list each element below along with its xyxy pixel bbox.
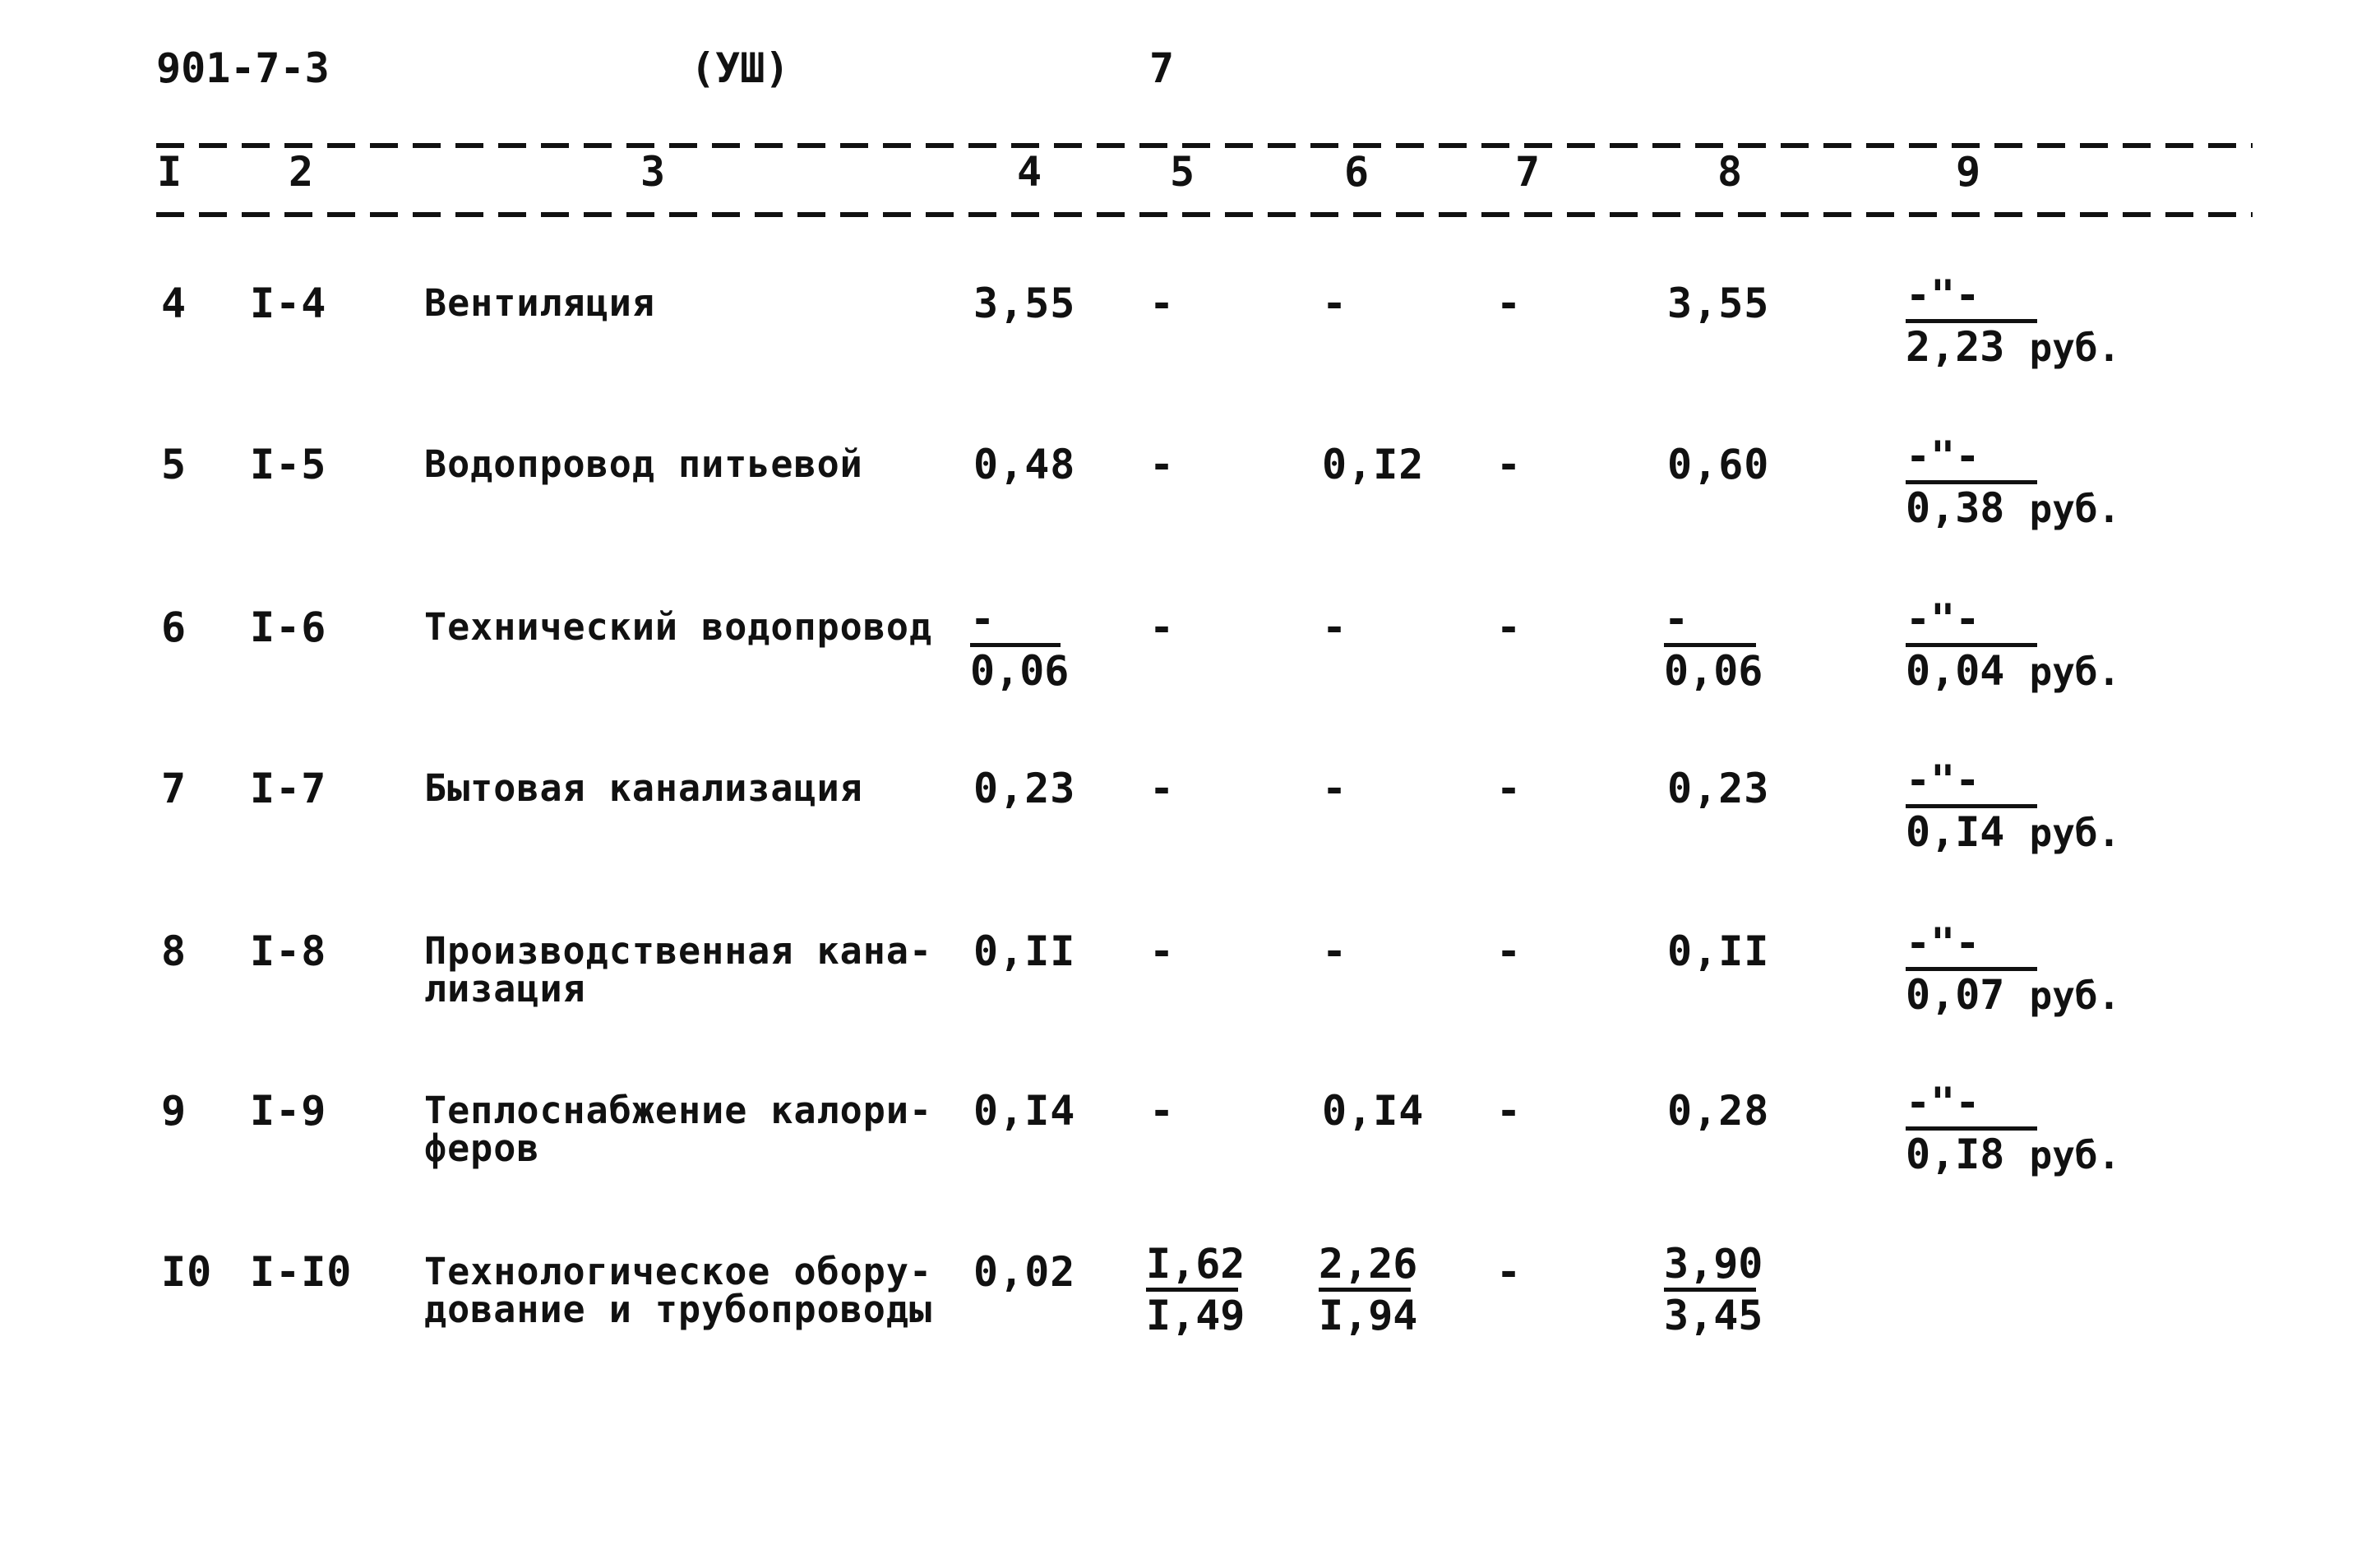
row-number: 5 (161, 441, 187, 488)
cost-value: 0,38 (1906, 484, 2005, 532)
row-name (424, 281, 655, 325)
fraction-denominator: I,49 (1146, 1292, 1245, 1339)
fraction-c4 (970, 595, 1070, 695)
fraction-denominator: 3,45 (1664, 1292, 1763, 1339)
cell-c8: 3,55 (1667, 280, 1770, 327)
row-code: I-7 (250, 765, 327, 812)
row-number: 6 (161, 604, 187, 651)
fraction-denominator (1906, 971, 2177, 1020)
cell-c8: 0,60 (1667, 441, 1770, 488)
fraction-c8 (1664, 595, 1763, 695)
document-code: 901-7-3 (156, 44, 330, 92)
fraction-denominator (1906, 1131, 2177, 1179)
fraction-c9 (1906, 271, 2177, 372)
cell-c5: - (1149, 765, 1176, 812)
fraction-c8 (1664, 1240, 1763, 1339)
row-number: 7 (161, 765, 187, 812)
cell-c4: 0,I4 (973, 1087, 1076, 1135)
row-name-line: феров (424, 1126, 540, 1170)
row-name-line: Технологическое обору- (424, 1250, 933, 1293)
row-code: I-5 (250, 441, 327, 488)
column-number: I (156, 148, 183, 196)
cell-c8: 0,II (1667, 927, 1770, 975)
cost-value: 0,I8 (1906, 1131, 2005, 1178)
fraction-numerator: - (970, 595, 996, 643)
page-number: 7 (1149, 44, 1175, 92)
cost-value: 2,23 (1906, 323, 2005, 371)
header-top-rule (156, 143, 2253, 148)
fraction-c9 (1906, 595, 2177, 696)
currency-unit: руб. (2029, 811, 2121, 855)
cell-c6: 0,I2 (1322, 441, 1425, 488)
cell-c7: - (1496, 280, 1523, 327)
row-code: I-4 (250, 280, 327, 327)
currency-unit: руб. (2029, 487, 2121, 531)
column-number: 5 (1169, 148, 1195, 196)
cell-c8: 0,23 (1667, 765, 1770, 812)
column-number: 9 (1955, 148, 1981, 196)
row-code: I-8 (250, 927, 327, 975)
row-number: 4 (161, 280, 187, 327)
fraction-numerator: -"- (1906, 432, 1980, 480)
column-number: 3 (640, 148, 666, 196)
currency-unit: руб. (2029, 650, 2121, 694)
cell-c5: - (1149, 927, 1176, 975)
cost-value: 0,04 (1906, 647, 2005, 695)
cell-c7: - (1496, 1087, 1523, 1135)
cell-c7: - (1496, 927, 1523, 975)
cell-c7: - (1496, 765, 1523, 812)
row-name-line: Вентиляция (424, 281, 655, 325)
fraction-numerator: -"- (1906, 919, 1980, 967)
column-number: 6 (1343, 148, 1370, 196)
fraction-c9 (1906, 1079, 2177, 1179)
row-name (424, 929, 933, 1011)
cost-value: 0,I4 (1906, 808, 2005, 856)
fraction-denominator (1906, 323, 2177, 372)
row-name-line: Теплоснабжение калори- (424, 1089, 933, 1132)
cell-c8: 0,28 (1667, 1087, 1770, 1135)
row-code: I-6 (250, 604, 327, 651)
cell-c7: - (1496, 1248, 1523, 1296)
row-name-line: дование и трубопроводы (424, 1288, 933, 1331)
row-name (424, 766, 863, 810)
cell-c5: - (1149, 441, 1176, 488)
cell-c4: 0,02 (973, 1248, 1076, 1296)
fraction-denominator (1906, 647, 2177, 696)
fraction-numerator: -"- (1906, 756, 1980, 804)
fraction-c6 (1319, 1240, 1418, 1339)
cell-c5: - (1149, 280, 1176, 327)
column-number: 4 (1016, 148, 1042, 196)
cell-c5: - (1149, 1087, 1176, 1135)
fraction-denominator (1906, 484, 2177, 533)
cell-c6: - (1322, 765, 1348, 812)
fraction-numerator: I,62 (1146, 1240, 1245, 1288)
cell-c4: 0,II (973, 927, 1076, 975)
fraction-numerator: 2,26 (1319, 1240, 1418, 1288)
section-label: (УШ) (691, 44, 790, 92)
fraction-denominator: 0,06 (1664, 647, 1763, 695)
fraction-numerator: 3,90 (1664, 1240, 1763, 1288)
row-name-line: Водопровод питьевой (424, 442, 863, 486)
currency-unit: руб. (2029, 974, 2121, 1018)
row-name-line: лизация (424, 967, 586, 1011)
row-number: I0 (161, 1248, 213, 1296)
row-name-line: Производственная кана- (424, 929, 933, 973)
column-number: 7 (1514, 148, 1541, 196)
fraction-denominator: 0,06 (970, 647, 1070, 695)
row-number: 8 (161, 927, 187, 975)
cell-c6: - (1322, 280, 1348, 327)
cell-c6: - (1322, 604, 1348, 651)
cell-c4: 3,55 (973, 280, 1076, 327)
cost-value: 0,07 (1906, 971, 2005, 1019)
cell-c4: 0,48 (973, 441, 1076, 488)
fraction-numerator: -"- (1906, 271, 1980, 319)
cell-c7: - (1496, 441, 1523, 488)
row-name-line: Технический водопровод (424, 605, 933, 649)
row-code: I-9 (250, 1087, 327, 1135)
column-number: 8 (1717, 148, 1743, 196)
fraction-c9 (1906, 919, 2177, 1020)
cell-c7: - (1496, 604, 1523, 651)
row-name (424, 1250, 933, 1331)
fraction-c9 (1906, 432, 2177, 533)
column-number: 2 (288, 148, 314, 196)
fraction-numerator: -"- (1906, 595, 1980, 643)
fraction-denominator: I,94 (1319, 1292, 1418, 1339)
cell-c4: 0,23 (973, 765, 1076, 812)
cell-c6: 0,I4 (1322, 1087, 1425, 1135)
row-number: 9 (161, 1087, 187, 1135)
row-name (424, 605, 933, 649)
row-name (424, 1089, 933, 1170)
cell-c5: - (1149, 604, 1176, 651)
currency-unit: руб. (2029, 326, 2121, 370)
row-code: I-I0 (250, 1248, 353, 1296)
header-bottom-rule (156, 212, 2253, 217)
fraction-denominator (1906, 808, 2177, 857)
fraction-c9 (1906, 756, 2177, 857)
row-name (424, 442, 863, 486)
currency-unit: руб. (2029, 1133, 2121, 1177)
row-name-line: Бытовая канализация (424, 766, 863, 810)
fraction-c5 (1146, 1240, 1245, 1339)
fraction-numerator: - (1664, 595, 1689, 643)
cell-c6: - (1322, 927, 1348, 975)
fraction-numerator: -"- (1906, 1079, 1980, 1126)
